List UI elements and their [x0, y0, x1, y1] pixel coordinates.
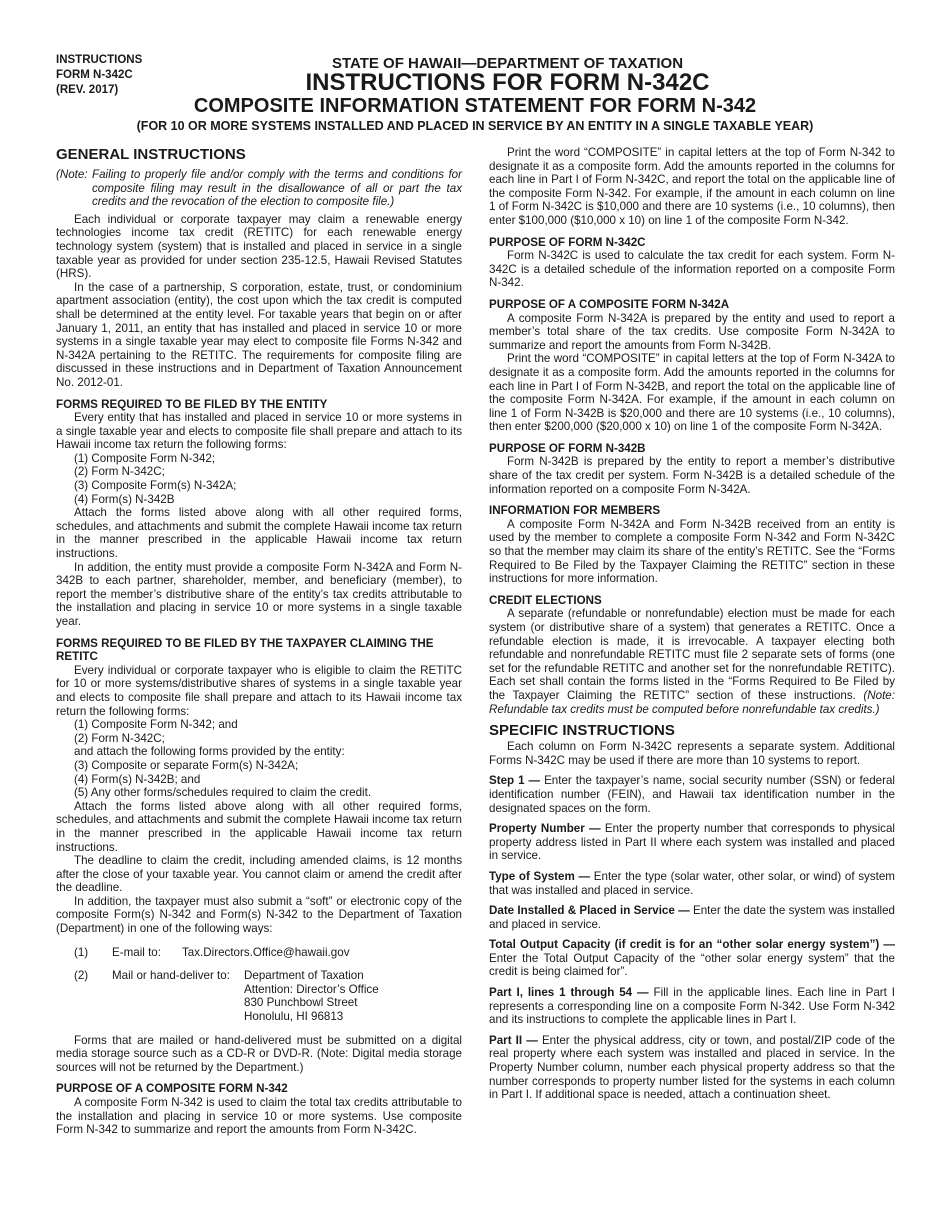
left-column [56, 146, 462, 1137]
taxpayer-paragraph-4: In addition, the taxpayer must also submit a “soft” or electronic copy of the composite Form(s) N-342 and Form(s) N-342 to the Department of Taxation (Department) in one of the following ways: [56, 894, 462, 936]
address-line: Department of Taxation [244, 969, 364, 983]
right-column [489, 146, 895, 1102]
step-item [489, 986, 895, 1027]
general-paragraph-2: In the case of a partnership, S corporation, estate, trust, or condominium apartment association (entity), the cost upon which the tax credit is computed shall be determined at the entity level. For taxable years that begin on or after January 1, 2011, an entity that has installed and placed in service 10 or more systems in a single taxable year may elect to composite file Forms N-342 and N-342A pertaining to the RETITC. The requirements for composite filing are discussed in these instructions and in Department of Taxation Announcement No. 2012-01. [56, 280, 462, 389]
purpose-n342c-heading: PURPOSE OF FORM N-342C [489, 235, 646, 249]
step-item [489, 822, 895, 863]
purpose-n342b-paragraph: Form N-342B is prepared by the entity to report a member’s distributive share of the tax credit per system. Form N-342B is a detailed schedule of the information reported on a composite Form N-342A. [489, 455, 895, 496]
method-label: Mail or hand-deliver to: [112, 969, 230, 983]
entity-list-item: (2) Form N-342C; [74, 465, 165, 479]
entity-list-item: (3) Composite Form(s) N-342A; [74, 479, 237, 493]
address-line: Attention: Director’s Office [244, 982, 379, 996]
step-text: Fill in the applicable lines. Each line in Part I represents a corresponding line on a composite Form N-342. Use Form N-342 and its instructions to complete the applicable lines in Part I. [489, 986, 895, 1027]
step-text: Enter the Total Output Capacity of the “other solar energy system” that the credit is being claimed for”. [489, 951, 895, 979]
specific-instructions-heading: SPECIFIC INSTRUCTIONS [489, 722, 675, 740]
step-text: Enter the date the system was installed and placed in service. [489, 904, 895, 931]
step-item [489, 774, 895, 815]
taxpayer-list-item: (3) Composite or separate Form(s) N-342A; [74, 758, 299, 772]
step-text: Enter the taxpayer’s name, social security number (SSN) or federal identification number (FEIN), and Hawaii tax identification number in the designated spaces on the form. [489, 774, 895, 815]
taxpayer-paragraph-1: Every individual or corporate taxpayer who is eligible to claim the RETITC for 10 or more systems/distributive shares of systems in a single taxable year and elects to composite file shall prepare and attach to its Hawaii income tax return the following forms: [56, 663, 462, 718]
entity-paragraph-2: Attach the forms listed above along with all other required forms, schedules, and attachments and submit the complete Hawaii income tax return in the manner prescribed in the applicable Hawaii income tax return instructions. [56, 506, 462, 561]
page-header [0, 55, 950, 134]
step-item [489, 870, 895, 897]
entity-paragraph-3: In addition, the entity must provide a composite Form N-342A and Form N-342B to each partner, shareholder, member, and beneficiary (member), to report the member’s distributive share of the entity’s tax credits attributable to the installation and placing in service 10 or more systems in a single taxable year. [56, 560, 462, 628]
taxpayer-paragraph-3: The deadline to claim the credit, including amended claims, is 12 months after the close of your taxable year. You cannot claim or amend the credit after the deadline. [56, 854, 462, 895]
form-id-line-1: INSTRUCTIONS [56, 54, 143, 66]
director-email[interactable]: Tax.Directors.Office@hawaii.gov [182, 945, 350, 959]
agency-name: STATE OF HAWAII—DEPARTMENT OF TAXATION [331, 55, 684, 72]
step-label: Part I, lines 1 through 54 — [489, 986, 649, 1000]
taxpayer-forms-heading: FORMS REQUIRED TO BE FILED BY THE TAXPAYER CLAIMING THE RETITC [56, 636, 434, 664]
specific-instructions-paragraph: Each column on Form N-342C represents a separate system. Additional Forms N-342C may be used if there are more than 10 systems to report. [489, 740, 895, 767]
entity-list-item: (1) Composite Form N-342; [74, 451, 216, 465]
step-label: Total Output Capacity (if credit is for an “other solar energy system”) — [489, 938, 895, 952]
credit-elections-text: A separate (refundable or nonrefundable) election must be made for each system (or distributive share of a system) that generates a RETITC. Once a refundable election is made, it is irrevocable. A taxpayer electing both refundable and nonrefundable RETITC must file 2 separate sets of forms (one set for the refundable RETITC and another set for the nonrefundable RETITC). Each set shall contain the forms listed in the “Forms Required to Be Filed by the Taxpayer Claiming the RETITC” section of these instructions. [489, 607, 895, 702]
step-text: Enter the type (solar water, other solar, or wind) of system that was installed and placed in service. [489, 869, 895, 897]
taxpayer-and-line: and attach the following forms provided by the entity: [74, 745, 345, 759]
step-label: Step 1 — [489, 774, 541, 788]
method-label: E-mail to: [112, 945, 161, 959]
purpose-n342b-heading: PURPOSE OF FORM N-342B [489, 441, 646, 455]
taxpayer-paragraph-2: Attach the forms listed above along with all other required forms, schedules, and attachments and submit the complete Hawaii income tax return in the manner prescribed in the applicable Hawaii income tax return instructions. [56, 799, 462, 854]
taxpayer-list-item: (4) Form(s) N-342B; and [74, 772, 201, 786]
page-title: INSTRUCTIONS FOR FORM N-342C [305, 69, 710, 96]
step-text: Enter the property number that corresponds to physical property address listed in Part II where each system was installed and placed in service. [489, 822, 895, 863]
purpose-composite-n342a-heading: PURPOSE OF A COMPOSITE FORM N-342A [489, 297, 730, 311]
general-note: (Note: Failing to properly file and/or comply with the terms and conditions for composite filing may result in the disallowance of all or part the tax credits and the revocation of the election to composite file.) [56, 168, 462, 209]
mail-paragraph: Forms that are mailed or hand-delivered must be submitted on a digital media storage source such as a CD-R or DVD-R. (Note: Digital media storage sources will not be returned by the Department.) [56, 1033, 462, 1074]
purpose-n342c-paragraph: Form N-342C is used to calculate the tax credit for each system. Form N-342C is a detailed schedule of the information reported on a composite Form N-342. [489, 249, 895, 290]
step-text: Enter the physical address, city or town, and postal/ZIP code of the real property where each system was installed and placed in service. In the Property Number column, number each physical property address so that the number corresponds to property number listed for the systems in each column in Part I. If additional space is needed, attach a continuation sheet. [489, 1033, 895, 1102]
information-for-members-paragraph: A composite Form N-342A and Form N-342B received from an entity is used by the member to complete a composite Form N-342 and Form N-342C so that the member may claim its share of the entity’s RETITC. See the “Forms Required to Be Filed by the Taxpayer Claiming the RETITC” section in these instructions for more information. [489, 517, 895, 586]
method-number: (2) [74, 969, 89, 983]
taxpayer-list-item: (1) Composite Form N-342; and [74, 718, 238, 732]
taxpayer-list-item: (2) Form N-342C; [74, 731, 165, 745]
step-item [489, 938, 895, 979]
mailing-address [244, 969, 462, 1023]
method-number: (1) [74, 945, 89, 959]
step-item [489, 904, 895, 931]
entity-paragraph-1: Every entity that has installed and placed in service 10 or more systems in a single taxable year and elects to composite file shall prepare and attach to its Hawaii income tax return the following forms: [56, 411, 462, 452]
submission-method-email [56, 946, 462, 960]
address-line: Honolulu, HI 96813 [244, 1010, 344, 1024]
step-label: Property Number — [489, 822, 601, 836]
composite-print-paragraph: Print the word “COMPOSITE” in capital letters at the top of Form N-342 to designate it as a composite form. Add the amounts reported in the columns for each line in Part I of Form N-342C, and report the total on the applicable line of the composite Form N-342. For example, if the amount in each column on line 1 of Form N-342C is $10,000 and there are 10 systems (i.e., 10 columns), then enter $100,000 ($10,000 x 10) on line 1 of the composite Form N-342. [489, 146, 895, 227]
credit-elections-heading: CREDIT ELECTIONS [489, 593, 602, 607]
page-scope-note: (FOR 10 OR MORE SYSTEMS INSTALLED AND PLACED IN SERVICE BY AN ENTITY IN A SINGLE TAXABLE YEAR) [136, 119, 814, 133]
purpose-n342a-paragraph-1: A composite Form N-342A is prepared by the entity and used to report a member’s total share of the tax credits. Use composite Form N-342A to summarize and report the amounts from Form N-342B. [489, 311, 895, 352]
address-line: 830 Punchbowl Street [244, 996, 358, 1010]
page-subtitle: COMPOSITE INFORMATION STATEMENT FOR FORM N-342 [193, 95, 757, 117]
step-label: Type of System — [489, 869, 591, 883]
entity-list-item: (4) Form(s) N-342B [74, 492, 175, 506]
general-paragraph-1: Each individual or corporate taxpayer may claim a renewable energy technologies income tax credit (RETITC) for each renewable energy technology system (system) that is installed and placed in service in a single taxable year as provided for under section 235-12.5, Hawaii Revised Statutes (HRS). [56, 212, 462, 281]
information-for-members-heading: INFORMATION FOR MEMBERS [489, 504, 661, 518]
form-id-line-2: FORM N-342C [56, 69, 133, 81]
purpose-n342a-paragraph-2: Print the word “COMPOSITE” in capital letters at the top of Form N-342A to designate it as a composite form. Add the amounts reported in the columns for each line in Part I of Form N-342B, and report the total on the applicable line of the composite Form N-342A. For example, if the amount in each column on line 1 of Form N-342B is $20,000 and there are 10 systems (i.e., 10 columns), then enter $200,000 ($20,000 x 10) on line 1 of the composite Form N-342A. [489, 352, 895, 434]
form-id-line-3: (REV. 2017) [56, 84, 119, 96]
credit-elections-note: (Note: Refundable tax credits must be computed before nonrefundable tax credits.) [489, 688, 895, 716]
step-item [489, 1034, 895, 1102]
submission-method-mail [56, 969, 462, 1023]
credit-elections-paragraph [489, 607, 895, 716]
step-label: Date Installed & Placed in Service — [489, 904, 690, 918]
purpose-composite-n342-paragraph: A composite Form N-342 is used to claim the total tax credits attributable to the installation and placing in service 10 or more systems. Use composite Form N-342 to summarize and report the amounts from Form N-342C. [56, 1096, 462, 1137]
general-instructions-heading: GENERAL INSTRUCTIONS [56, 146, 246, 163]
taxpayer-list-item: (5) Any other forms/schedules required to claim the credit. [74, 786, 372, 800]
purpose-composite-n342-heading: PURPOSE OF A COMPOSITE FORM N-342 [56, 1082, 288, 1096]
step-label: Part II — [489, 1033, 538, 1047]
entity-forms-heading: FORMS REQUIRED TO BE FILED BY THE ENTITY [56, 397, 328, 411]
